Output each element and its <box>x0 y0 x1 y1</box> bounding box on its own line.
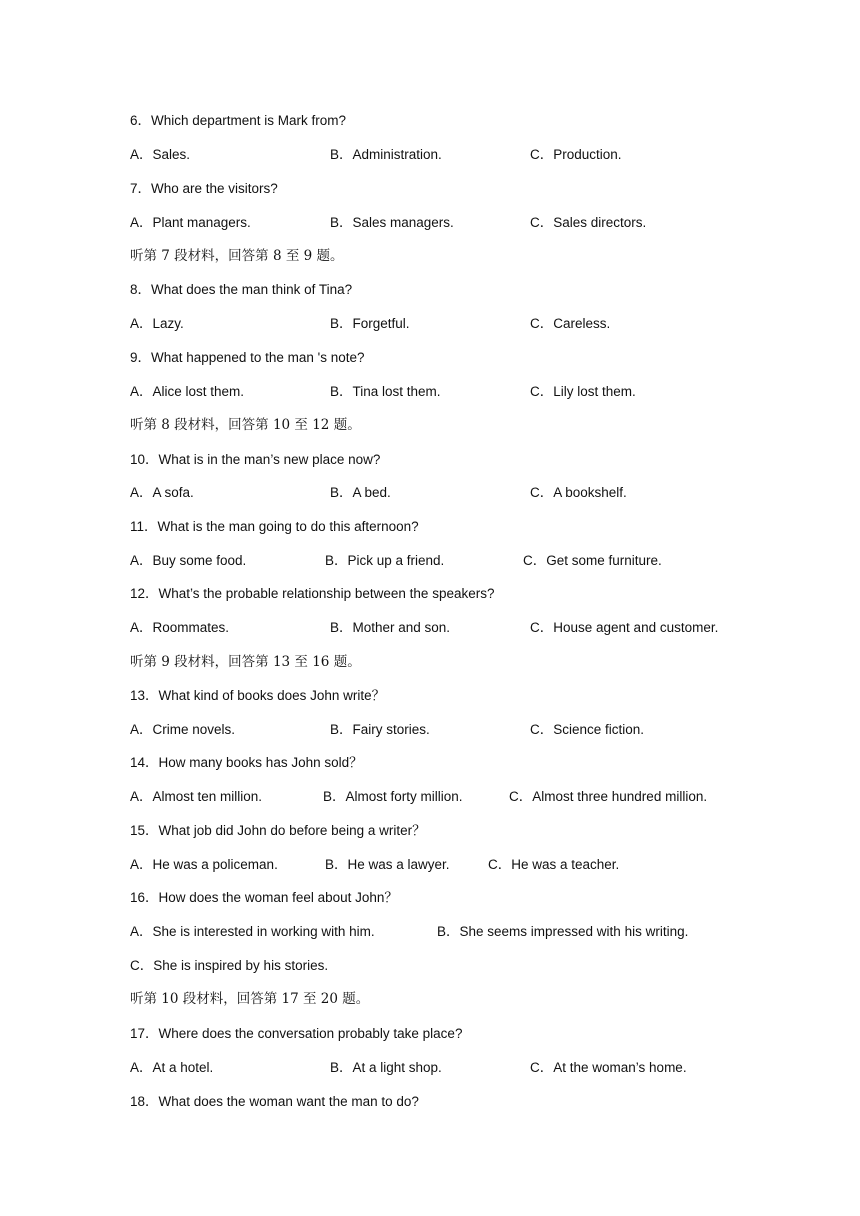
option-a: A．At a hotel. <box>130 1060 214 1075</box>
option-a: A．She is interested in working with him. <box>130 924 375 939</box>
question-8: 8．What does the man think of Tina? <box>130 282 353 297</box>
option-b: B．He was a lawyer. <box>325 857 450 872</box>
option-c: C．A bookshelf. <box>530 485 627 500</box>
option-a: A．A sofa. <box>130 485 194 500</box>
question-6: 6．Which department is Mark from? <box>130 113 347 128</box>
option-c: C．Get some furniture. <box>523 553 662 568</box>
option-b: B．Pick up a friend. <box>325 553 445 568</box>
option-a: A．Lazy. <box>130 316 184 331</box>
question-17: 17．Where does the conversation probably take place? <box>130 1026 463 1041</box>
question-7: 7．Who are the visitors? <box>130 181 278 196</box>
question-14: 14．How many books has John sold？ <box>130 755 363 770</box>
option-b: B．She seems impressed with his writing. <box>437 924 689 939</box>
option-c: C．She is inspired by his stories. <box>130 958 329 973</box>
option-a: A．Almost ten million. <box>130 789 263 804</box>
option-a: A．Crime novels. <box>130 722 236 737</box>
option-c: C．Careless. <box>530 316 611 331</box>
option-b: B．At a light shop. <box>330 1060 442 1075</box>
question-16: 16．How does the woman feel about John？ <box>130 890 398 905</box>
option-a: A．He was a policeman. <box>130 857 278 872</box>
option-c: C．Production. <box>530 147 622 162</box>
section-heading-9: 听第 9 段材料，回答第 13 至 16 题。 <box>130 654 361 670</box>
question-18: 18．What does the woman want the man to do? <box>130 1094 419 1109</box>
option-a: A．Sales. <box>130 147 191 162</box>
option-c: C．Almost three hundred million. <box>509 789 708 804</box>
option-a: A．Alice lost them. <box>130 384 245 399</box>
question-9: 9．What happened to the man 's note? <box>130 350 365 365</box>
option-b: B．Mother and son. <box>330 620 451 635</box>
option-c: C．He was a teacher. <box>488 857 620 872</box>
option-a: A．Buy some food. <box>130 553 247 568</box>
option-a: A．Roommates. <box>130 620 230 635</box>
section-heading-8: 听第 8 段材料，回答第 10 至 12 题。 <box>130 417 361 433</box>
option-b: B．A bed. <box>330 485 391 500</box>
option-c: C．House agent and customer. <box>530 620 719 635</box>
option-c: C．Science fiction. <box>530 722 645 737</box>
question-15: 15．What job did John do before being a writer？ <box>130 823 426 838</box>
option-c: C．Lily lost them. <box>530 384 636 399</box>
option-b: B．Sales managers. <box>330 215 454 230</box>
question-13: 13．What kind of books does John write？ <box>130 688 386 703</box>
option-b: B．Forgetful. <box>330 316 410 331</box>
option-b: B．Fairy stories. <box>330 722 430 737</box>
option-c: C．At the woman’s home. <box>530 1060 687 1075</box>
question-11: 11．What is the man going to do this afternoon? <box>130 519 419 534</box>
option-c: C．Sales directors. <box>530 215 647 230</box>
option-b: B．Administration. <box>330 147 442 162</box>
option-a: A．Plant managers. <box>130 215 251 230</box>
question-12: 12．What’s the probable relationship between the speakers? <box>130 586 495 601</box>
option-b: B．Tina lost them. <box>330 384 441 399</box>
section-heading-7: 听第 7 段材料，回答第 8 至 9 题。 <box>130 248 344 264</box>
section-heading-10: 听第 10 段材料，回答第 17 至 20 题。 <box>130 991 370 1007</box>
question-10: 10．What is in the man’s new place now? <box>130 452 381 467</box>
option-b: B．Almost forty million. <box>323 789 463 804</box>
